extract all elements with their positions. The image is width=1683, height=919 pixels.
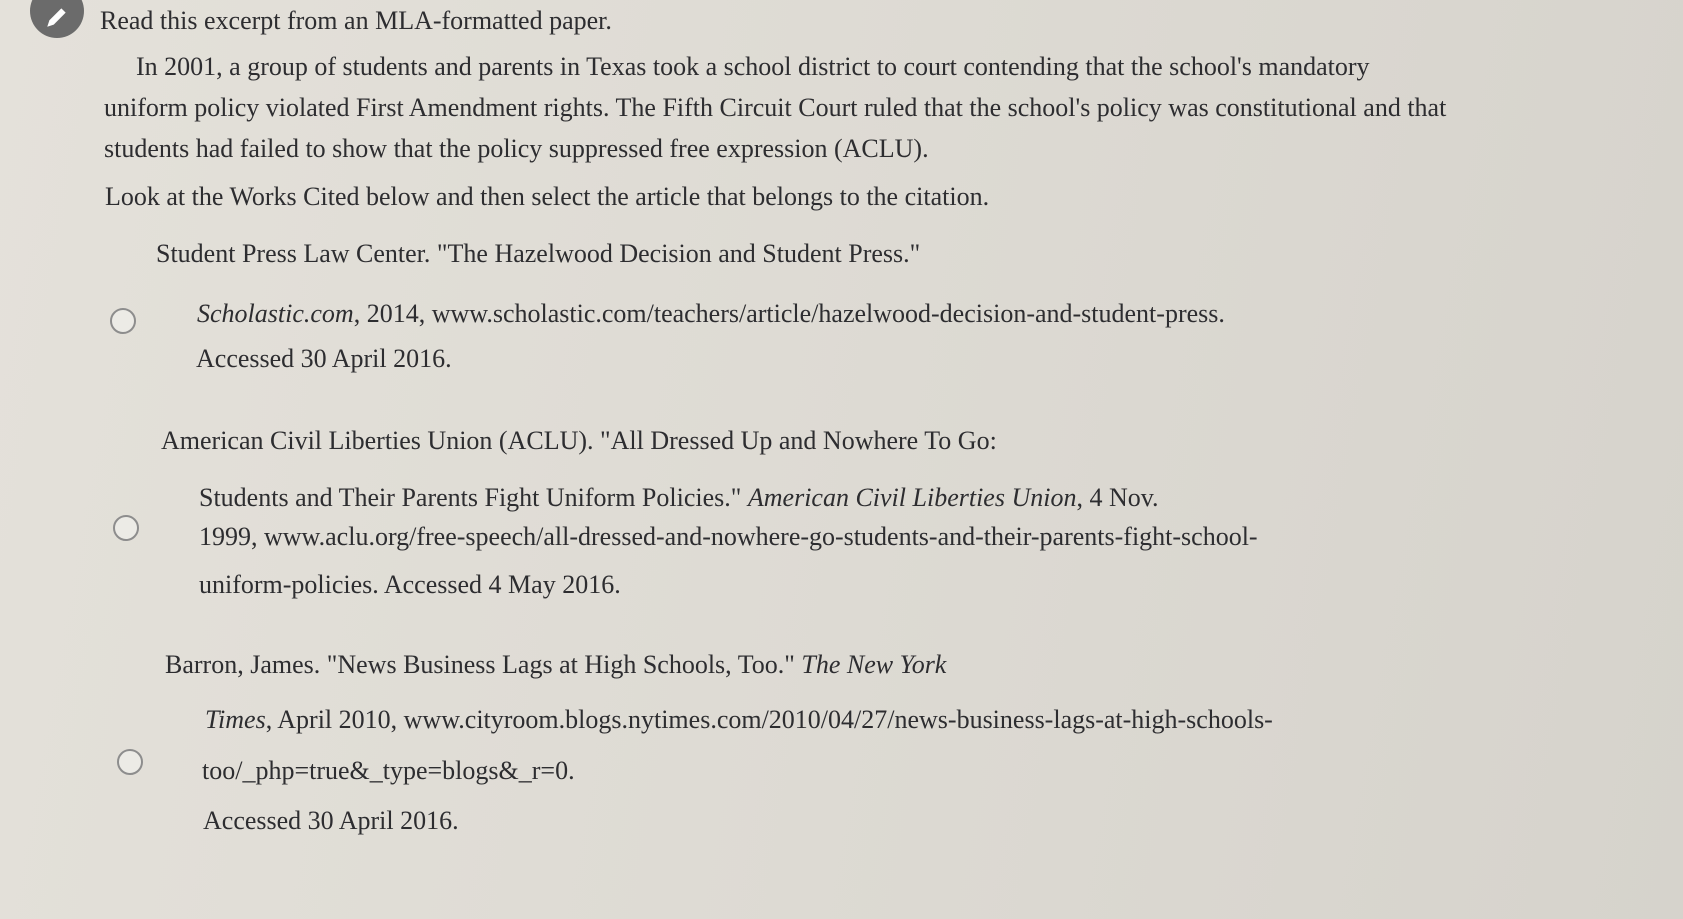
option-line: too/_php=true&_type=blogs&_r=0. <box>202 756 575 785</box>
radio-button[interactable] <box>110 308 136 334</box>
option-italic: American Civil Liberties Union <box>747 483 1077 512</box>
option-text: , 2014, www.scholastic.com/teachers/article/hazelwood-decision-and-student-press. <box>353 299 1225 328</box>
option-italic: Times <box>205 705 266 734</box>
option-heading: Student Press Law Center. "The Hazelwood Decision and Student Press." <box>156 239 921 268</box>
option-text: , 4 Nov. <box>1076 483 1159 512</box>
excerpt-line: uniform policy violated First Amendment rights. The Fifth Circuit Court ruled that the school's policy was constitutional and that <box>104 93 1447 122</box>
option-text: Barron, James. "News Business Lags at High Schools, Too." <box>165 650 802 679</box>
option-text: , April 2010, www.cityroom.blogs.nytimes.com/2010/04/27/news-business-lags-at-high-schools- <box>265 705 1273 734</box>
question-prompt: Read this excerpt from an MLA-formatted paper. <box>100 6 612 35</box>
pencil-badge <box>30 0 84 38</box>
option-line: Accessed 30 April 2016. <box>196 344 452 373</box>
radio-button[interactable] <box>113 515 139 541</box>
option-line <box>205 707 1273 733</box>
option-heading: American Civil Liberties Union (ACLU). "All Dressed Up and Nowhere To Go: <box>161 426 997 455</box>
option-italic: Scholastic.com <box>197 299 354 328</box>
option-heading <box>165 652 946 678</box>
option-line <box>197 301 1225 327</box>
pencil-icon <box>44 4 70 30</box>
instruction-text: Look at the Works Cited below and then select the article that belongs to the citation. <box>105 182 990 211</box>
excerpt-line: students had failed to show that the policy suppressed free expression (ACLU). <box>104 134 929 163</box>
option-line <box>199 485 1159 511</box>
option-italic: The New York <box>801 650 947 679</box>
option-line: 1999, www.aclu.org/free-speech/all-dressed-and-nowhere-go-students-and-their-parents-fight-school- <box>199 522 1258 551</box>
radio-button[interactable] <box>117 749 143 775</box>
option-line: uniform-policies. Accessed 4 May 2016. <box>199 570 621 599</box>
excerpt-line: In 2001, a group of students and parents in Texas took a school district to court contending that the school's mandatory <box>136 52 1370 81</box>
option-line: Accessed 30 April 2016. <box>203 806 459 835</box>
option-text: Students and Their Parents Fight Uniform Policies." <box>199 483 748 512</box>
